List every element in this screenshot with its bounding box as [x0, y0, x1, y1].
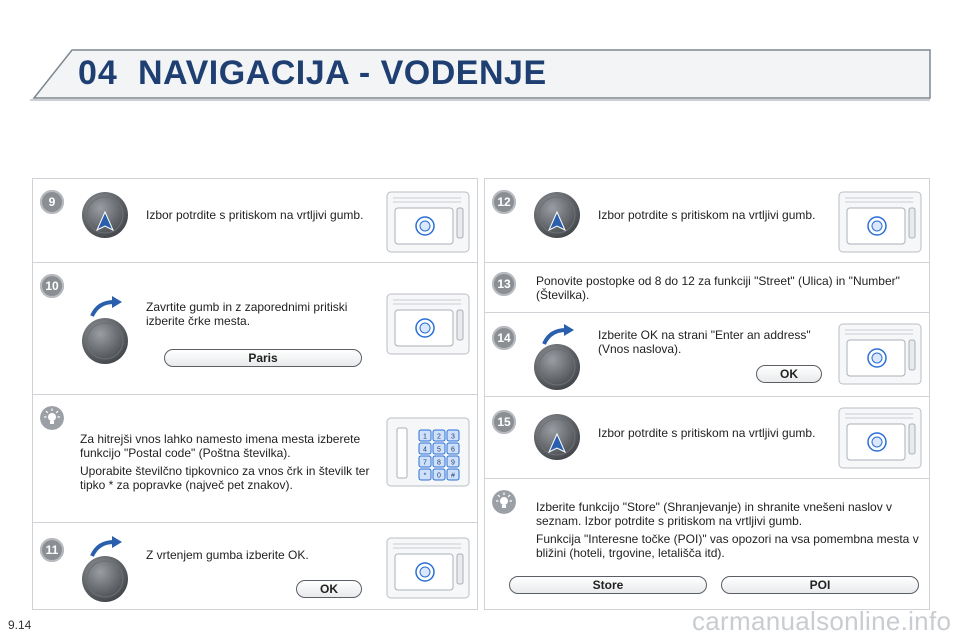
keypad-key-label: 0: [437, 472, 441, 480]
step-9-text: Izbor potrdite s pritiskom na vrtljivi gumb.: [146, 208, 364, 222]
keypad-key-label: 9: [451, 459, 455, 467]
step-badge-14: 14: [492, 326, 516, 350]
chapter-number: 04: [78, 54, 118, 92]
radio-panel-illustration: [383, 528, 473, 608]
step-badge-10: 10: [40, 274, 64, 298]
step-badge-11: 11: [40, 538, 64, 562]
rotary-knob-icon: [532, 342, 582, 392]
paris-button[interactable]: Paris: [164, 349, 362, 367]
rotary-knob-icon: [80, 554, 130, 604]
keypad-key-label: 3: [451, 433, 455, 441]
page-number: 9.14: [8, 618, 32, 632]
keypad-key-label: 7: [423, 459, 427, 467]
tip-bulb-icon: [40, 406, 64, 430]
radio-panel-illustration: [835, 182, 925, 262]
store-button[interactable]: Store: [509, 576, 707, 594]
rotary-knob-icon: [80, 316, 130, 366]
step-badge-15: 15: [492, 410, 516, 434]
radio-panel-illustration: [383, 284, 473, 364]
keypad-key-label: #: [451, 472, 455, 480]
keypad-illustration: [383, 412, 473, 492]
tip-bulb-icon: [492, 490, 516, 514]
right-tip-text: [536, 500, 922, 564]
step-10-text: Zavrtite gumb in z zaporednimi pritiski izberite črke mesta.: [146, 300, 348, 328]
radio-panel-illustration: [835, 398, 925, 478]
keypad-key-label: 6: [451, 446, 455, 454]
poi-button[interactable]: POI: [721, 576, 919, 594]
tip-paragraph: Funkcija "Interesne točke (POI)" vas opozori na vsa pomembna mesta v bližini (hoteli, trgovine, letališča itd).: [536, 532, 919, 560]
rotary-knob-press-icon: [532, 412, 582, 462]
keypad-key-label: 5: [437, 446, 441, 454]
rotary-knob-press-icon: [532, 190, 582, 240]
step-12-text: Izbor potrdite s pritiskom na vrtljivi gumb.: [598, 208, 816, 222]
keypad-key-label: 1: [423, 433, 427, 441]
keypad-key-label: *: [423, 472, 427, 480]
keypad-key-label: 2: [437, 433, 441, 441]
keypad-key-label: 4: [423, 446, 427, 454]
page-title: NAVIGACIJA - VODENJE: [138, 54, 547, 92]
divider: [32, 262, 478, 263]
tip-paragraph: Za hitrejši vnos lahko namesto imena mesta izberete funkcijo "Postal code" (Poštna številka).: [80, 432, 361, 460]
divider: [484, 478, 930, 479]
keypad-key-label: 8: [437, 459, 441, 467]
divider: [484, 396, 930, 397]
divider: [484, 312, 930, 313]
step-13-text: Ponovite postopke od 8 do 12 za funkciji "Street" (Ulica) in "Number" (Številka).: [536, 274, 900, 302]
tip-paragraph: Izberite funkcijo "Store" (Shranjevanje) in shranite vnešeni naslov v seznam. Izbor potrdite s pritiskom na vrtljivi gumb.: [536, 500, 893, 528]
step-badge-9: 9: [40, 190, 64, 214]
step-badge-13: 13: [492, 272, 516, 296]
step-11-text: Z vrtenjem gumba izberite OK.: [146, 548, 309, 562]
step-15-text: Izbor potrdite s pritiskom na vrtljivi gumb.: [598, 426, 816, 440]
step-14-text: Izberite OK na strani "Enter an address" (Vnos naslova).: [598, 328, 811, 356]
ok-button[interactable]: OK: [296, 580, 362, 598]
radio-panel-illustration: [835, 314, 925, 394]
radio-panel-illustration: [383, 182, 473, 262]
divider: [32, 394, 478, 395]
left-tip-text: [80, 432, 380, 496]
tip-paragraph: Uporabite številčno tipkovnico za vnos črk in številk ter tipko * za popravke (največ pet znakov).: [80, 464, 370, 492]
divider: [484, 262, 930, 263]
ok-button[interactable]: OK: [756, 365, 822, 383]
watermark: carmanualsonline.info: [692, 606, 952, 636]
step-badge-12: 12: [492, 190, 516, 214]
rotary-knob-press-icon: [80, 190, 130, 240]
divider: [32, 522, 478, 523]
